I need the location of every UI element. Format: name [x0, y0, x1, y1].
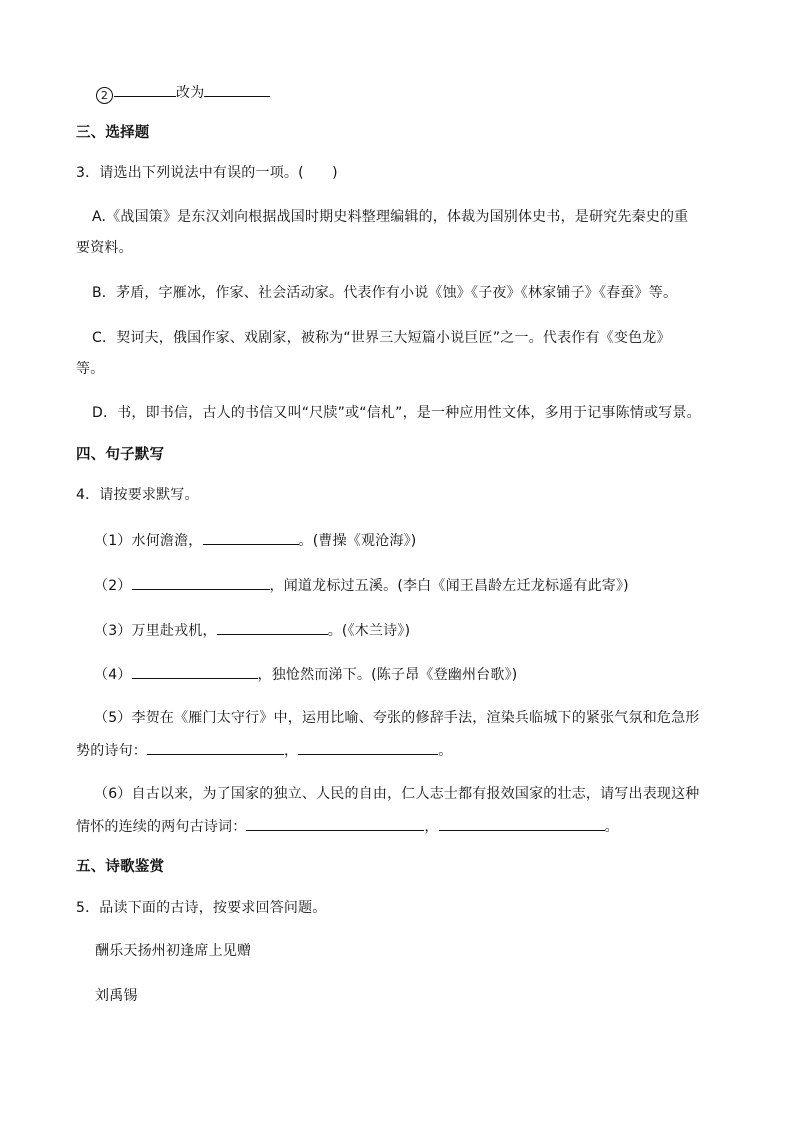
- question-5-stem: 5．品读下面的古诗，按要求回答问题。: [76, 900, 327, 916]
- dictation-3: （3）万里赴戎机， 。(《木兰诗》): [94, 620, 410, 640]
- answer-blank[interactable]: [298, 740, 438, 755]
- answer-blank[interactable]: [132, 575, 270, 590]
- dictation-6-line2: 情怀的连续的两句古诗词： ， 。: [76, 816, 619, 836]
- dictation-5-line2: 势的诗句： ， 。: [76, 740, 452, 760]
- section-heading-poetry: 五、诗歌鉴赏: [76, 859, 165, 875]
- dictation-4: （4） ，独怆然而涕下。(陈子昂《登幽州台歌》): [94, 664, 517, 684]
- answer-blank[interactable]: [147, 740, 284, 755]
- answer-blank[interactable]: [114, 82, 176, 97]
- dictation-6-line1: （6）自古以来，为了国家的独立、人民的自由，仁人志士都有报效国家的壮志，请写出表现这种: [94, 786, 700, 802]
- poem-title: 酬乐天扬州初逢席上见赠: [95, 943, 252, 959]
- section-heading-dictation: 四、句子默写: [76, 447, 165, 463]
- dictation-1: （1）水何澹澹， 。(曹操《观沧海》): [94, 530, 416, 550]
- option-a-line1: A.《战国策》是东汉刘向根据战国时期史料整理编辑的，体裁为国别体史书，是研究先秦史的重: [92, 209, 689, 225]
- circled-number: 2: [96, 87, 113, 104]
- answer-blank[interactable]: [203, 530, 299, 545]
- dictation-5-line1: （5）李贺在《雁门太守行》中，运用比喻、夸张的修辞手法，渲染兵临城下的紧张气氛和危急形: [94, 710, 700, 726]
- option-c-line2: 等。: [76, 361, 105, 377]
- answer-blank[interactable]: [439, 816, 605, 831]
- option-b: B．茅盾，字雁冰，作家、社会活动家。代表作有小说《蚀》《子夜》《林家铺子》《春蚕》等。: [92, 285, 678, 301]
- answer-blank[interactable]: [246, 816, 424, 831]
- item-2-rewrite: [96, 82, 270, 104]
- answer-blank[interactable]: [217, 620, 328, 635]
- poem-author: 刘禹锡: [95, 988, 138, 1004]
- question-3-stem: 3．请选出下列说法中有误的一项。( ): [76, 165, 338, 181]
- item-2-text: 改为: [176, 85, 205, 101]
- answer-blank[interactable]: [204, 82, 270, 97]
- section-heading-choice: 三、选择题: [76, 125, 150, 141]
- question-4-stem: 4．请按要求默写。: [76, 487, 199, 503]
- dictation-2: （2） ，闻道龙标过五溪。(李白《闻王昌龄左迁龙标遥有此寄》): [94, 575, 629, 595]
- option-a-line2: 要资料。: [76, 240, 133, 256]
- option-d: D．书，即书信，古人的书信又叫“尺牍”或“信札”，是一种应用性文体，多用于记事陈情或写景。: [92, 405, 701, 421]
- option-c-line1: C．契诃夫，俄国作家、戏剧家，被称为“世界三大短篇小说巨匠”之一。代表作有《变色龙》: [92, 330, 671, 346]
- answer-blank[interactable]: [132, 664, 258, 679]
